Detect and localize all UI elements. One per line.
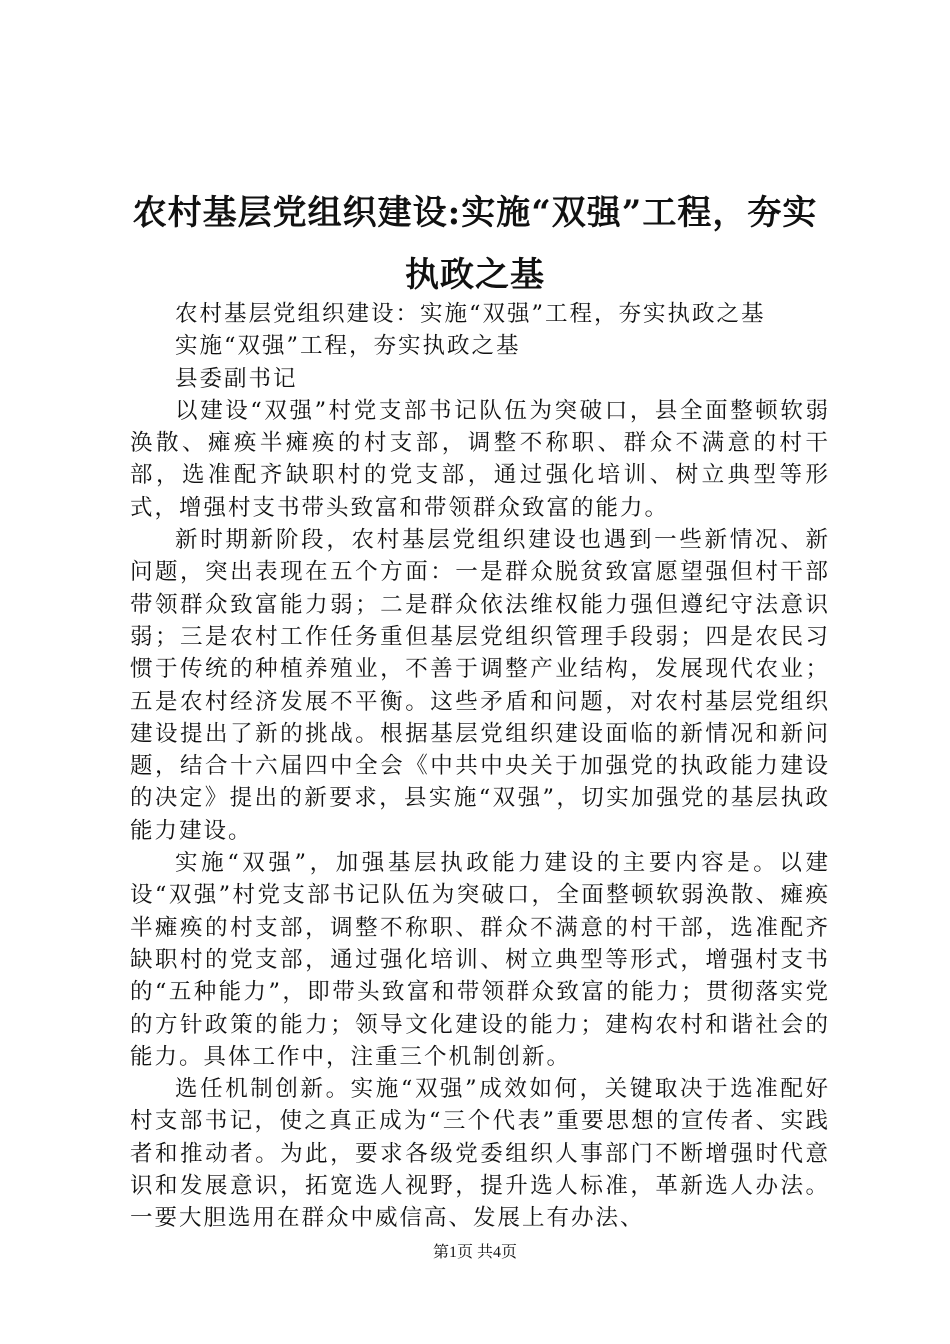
paragraph: 新时期新阶段，农村基层党组织建设也遇到一些新情况、新问题，突出表现在五个方面：一是群众脱贫致富愿望强但村干部带领群众致富能力弱；二是群众依法维权能力强但遵纪守法意识弱；三是农村工作任务重但基层党组织管理手段弱；四是农民习惯于传统的种植养殖业，不善于调整产业结构，发展现代农业；五是农村经济发展不平衡。这些矛盾和问题，对农村基层党组织建设提出了新的挑战。根据基层党组织建设面临的新情况和新问题，结合十六届四中全会《中共中央关于加强党的执政能力建设的决定》提出的新要求，县实施“双强”，切实加强党的基层执政能力建设。 [130, 527, 830, 844]
page-number: 第1页 共4页 [432, 1244, 517, 1261]
subtitle-line: 农村基层党组织建设：实施“双强”工程，夯实执政之基 [175, 301, 766, 327]
document-title: 农村基层党组织建设:实施“双强”工程，夯实执政之基 [132, 193, 818, 295]
paragraph: 实施“双强”，加强基层执政能力建设的主要内容是。以建设“双强”村党支部书记队伍为突破口，全面整顿软弱涣散、瘫痪半瘫痪的村支部，调整不称职、群众不满意的村干部，选准配齐缺职村的党支部，通过强化培训、树立典型等形式，增强村支书的“五种能力”，即带头致富和带领群众致富的能力；贯彻落实党的方针政策的能力；领导文化建设的能力；建构农村和谐社会的能力。具体工作中，注重三个机制创新。 [130, 850, 830, 1070]
author-line: 县委副书记 [175, 365, 298, 392]
document-body [130, 298, 830, 1235]
paragraph: 以建设“双强”村党支部书记队伍为突破口，县全面整顿软弱涣散、瘫痪半瘫痪的村支部，调整不称职、群众不满意的村干部，选准配齐缺职村的党支部，通过强化培训、树立典型等形式，增强村支书带头致富和带领群众致富的能力。 [130, 397, 830, 521]
subtitle-line: 实施“双强”工程，夯实执政之基 [175, 333, 521, 360]
paragraph: 选任机制创新。实施“双强”成效如何，关键取决于选准配好村支部书记，使之真正成为“三个代表”重要思想的宣传者、实践者和推动者。为此，要求各级党委组织人事部门不断增强时代意识和发展意识，拓宽选人视野，提升选人标准，革新选人办法。一要大胆选用在群众中威信高、发展上有办法、 [130, 1076, 830, 1232]
page-footer [0, 1243, 950, 1263]
